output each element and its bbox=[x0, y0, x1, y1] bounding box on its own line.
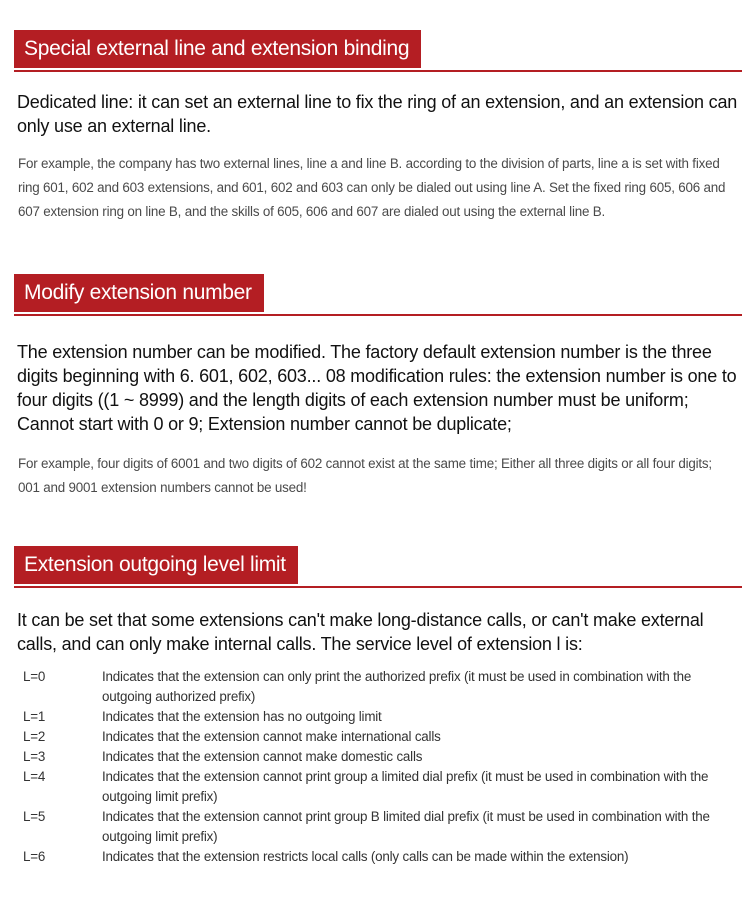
level-code: L=3 bbox=[23, 749, 46, 764]
outgoing-level-table bbox=[23, 667, 728, 867]
section-lead: Dedicated line: it can set an external line to fix the ring of an extension, and an extension can only use an external line. bbox=[17, 92, 738, 136]
section-header-line-binding bbox=[14, 30, 742, 72]
level-description: Indicates that the extension cannot print group B limited dial prefix (it must be used in combination with the outgoing limit prefix) bbox=[102, 809, 710, 844]
level-code: L=0 bbox=[23, 669, 46, 684]
level-description: Indicates that the extension restricts local calls (only calls can be made within the extension) bbox=[102, 849, 629, 864]
level-code: L=2 bbox=[23, 729, 46, 744]
level-row bbox=[23, 847, 728, 867]
level-description: Indicates that the extension cannot make domestic calls bbox=[102, 749, 423, 764]
level-code: L=4 bbox=[23, 769, 46, 784]
section-header-modify-extension bbox=[14, 274, 742, 316]
section-title: Modify extension number bbox=[14, 274, 264, 312]
level-row bbox=[23, 707, 728, 727]
level-row bbox=[23, 667, 728, 707]
level-code: L=1 bbox=[23, 709, 46, 724]
level-description: Indicates that the extension cannot make international calls bbox=[102, 729, 441, 744]
level-row bbox=[23, 727, 728, 747]
level-description: Indicates that the extension can only print the authorized prefix (it must be used in combination with the outgoing authorized prefix) bbox=[102, 669, 692, 704]
section-body: For example, four digits of 6001 and two digits of 602 cannot exist at the same time; Either all three digits or all four digits; 001 and 9001 extension numbers cannot be used! bbox=[18, 456, 712, 495]
level-description: Indicates that the extension has no outgoing limit bbox=[102, 709, 382, 724]
level-row bbox=[23, 747, 728, 767]
level-code: L=5 bbox=[23, 809, 46, 824]
section-title: Special external line and extension binding bbox=[14, 30, 421, 68]
level-row bbox=[23, 807, 728, 847]
section-header-outgoing-limit bbox=[14, 546, 742, 588]
section-lead: The extension number can be modified. The factory default extension number is the three digits beginning with 6. 601, 602, 603... 08 modification rules: the extension number is one to four digits ((1 ~ 8999) and the length digits of each extension number must be uniform; Cannot start with 0 or 9; Extension number cannot be duplicate; bbox=[17, 342, 737, 434]
section-body: For example, the company has two external lines, line a and line B. according to the division of parts, line a is set with fixed ring 601, 602 and 603 extensions, and 601, 602 and 603 can only be dialed out using line A. Set the fixed ring 605, 606 and 607 extension ring on line B, and the skills of 605, 606 and 607 are dialed out using the external line B. bbox=[18, 156, 726, 219]
level-row bbox=[23, 767, 728, 807]
section-lead: It can be set that some extensions can't make long-distance calls, or can't make external calls, and can only make internal calls. The service level of extension l is: bbox=[17, 610, 704, 654]
level-code: L=6 bbox=[23, 849, 46, 864]
section-title: Extension outgoing level limit bbox=[14, 546, 298, 584]
level-description: Indicates that the extension cannot print group a limited dial prefix (it must be used in combination with the outgoing limit prefix) bbox=[102, 769, 709, 804]
